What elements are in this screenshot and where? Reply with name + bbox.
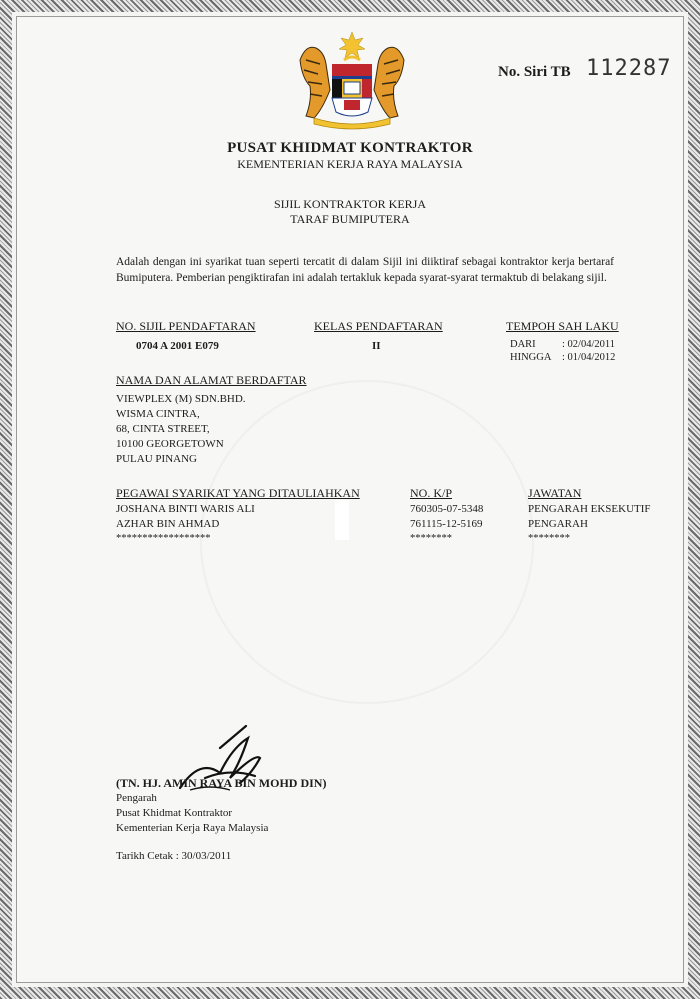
coat-of-arms-icon [292,30,412,130]
address-line: PULAU PINANG [116,453,197,465]
certificate-subtitle: TARAF BUMIPUTERA [290,212,410,226]
position-heading: JAWATAN [528,486,582,500]
serial-number: 112287 [586,56,672,81]
officer-name: AZHAR BIN AHMAD [116,518,220,530]
address-heading: NAMA DAN ALAMAT BERDAFTAR [116,373,307,387]
signatory-org: Pusat Khidmat Kontraktor [116,807,233,819]
to-label: HINGGA [510,352,552,363]
list-end-marker: ******** [528,533,570,544]
registration-no-heading: NO. SIJIL PENDAFTARAN [116,319,256,333]
officer-name: JOSHANA BINTI WARIS ALI [116,503,255,515]
officer-ic: 760305-07-5348 [410,503,484,515]
validity-heading: TEMPOH SAH LAKU [506,319,619,333]
serial-label: No. Siri TB [498,64,571,80]
address-line: VIEWPLEX (M) SDN.BHD. [116,393,246,405]
officers-heading: PEGAWAI SYARIKAT YANG DITAULIAHKAN [116,486,360,500]
class-value: II [372,340,381,352]
from-label: DARI [510,339,536,350]
certificate-title: SIJIL KONTRAKTOR KERJA [273,197,426,211]
signatory-title: Pengarah [116,792,157,804]
watermark-seal [200,380,534,704]
officer-position: PENGARAH EKSEKUTIF [528,503,651,515]
signatory-name: (TN. HJ. AMIN RAYA BIN MOHD DIN) [116,776,327,790]
redaction-patch [335,500,349,540]
ministry-name: KEMENTERIAN KERJA RAYA MALAYSIA [237,157,463,171]
address-line: 10100 GEORGETOWN [116,438,224,450]
officer-ic: 761115-12-5169 [410,518,483,530]
print-date: Tarikh Cetak : 30/03/2011 [116,850,232,862]
registration-no-value: 0704 A 2001 E079 [136,340,219,352]
signatory-ministry: Kementerian Kerja Raya Malaysia [116,822,269,834]
from-date: : 02/04/2011 [562,339,615,350]
address-line: 68, CINTA STREET, [116,423,210,435]
list-end-marker: ******** [410,533,452,544]
ic-heading: NO. K/P [410,486,453,500]
list-end-marker: ****************** [116,533,211,544]
class-heading: KELAS PENDAFTARAN [314,319,443,333]
agency-name: PUSAT KHIDMAT KONTRAKTOR [227,140,473,156]
officer-position: PENGARAH [528,518,588,530]
address-line: WISMA CINTRA, [116,408,200,420]
intro-paragraph: Adalah dengan ini syarikat tuan seperti tercatit di dalam Sijil ini diiktiraf sebagai kontraktor kerja bertaraf Bumiputera. Pemberian pengiktirafan ini adalah tertakluk kepada syarat-syarat termaktub di belakang sijil. [116,256,614,284]
to-date: : 01/04/2012 [562,352,616,363]
